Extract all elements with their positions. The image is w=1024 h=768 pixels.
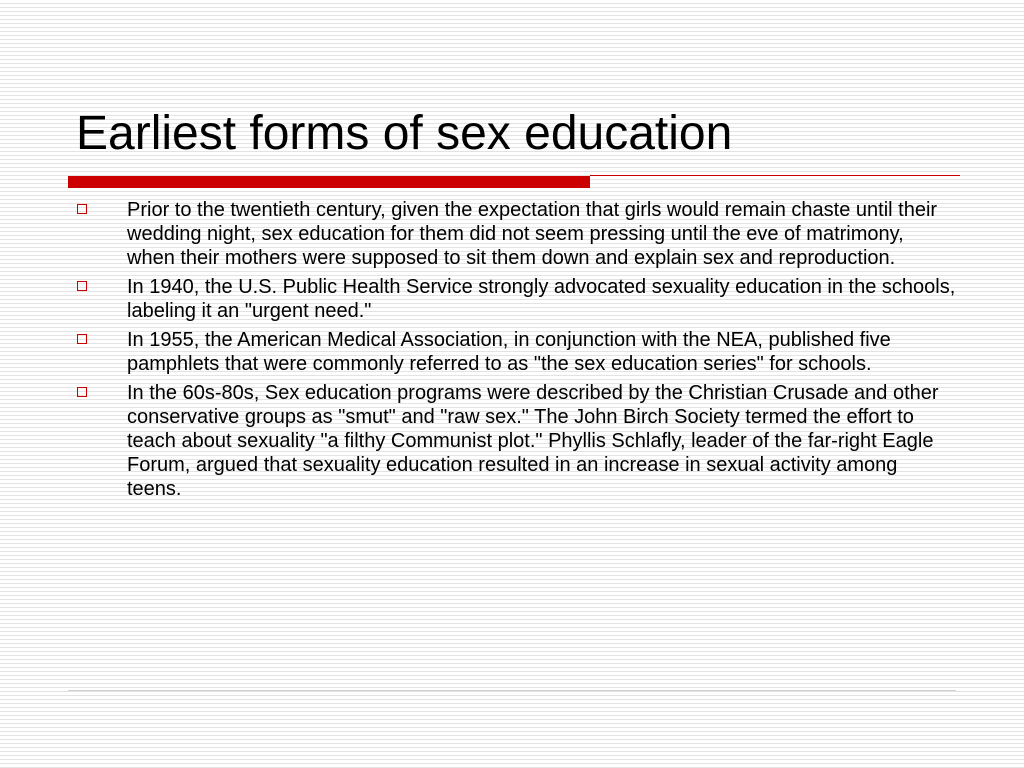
bullet-item xyxy=(76,198,956,270)
bullet-text: Prior to the twentieth century, given the expectation that girls would remain chaste until their wedding night, sex education for them did not seem pressing until the eve of matrimony, when their mothers were supposed to sit them down and explain sex and reproduction. xyxy=(127,199,938,269)
slide-title: Earliest forms of sex education xyxy=(76,107,733,160)
hollow-square-bullet-icon xyxy=(77,334,87,344)
hollow-square-bullet-icon xyxy=(77,281,87,291)
hollow-square-bullet-icon xyxy=(77,204,87,214)
title-underline-accent xyxy=(68,176,590,188)
bullet-list xyxy=(76,198,956,506)
bullet-text: In the 60s-80s, Sex education programs were described by the Christian Crusade and other conservative groups as "smut" and "raw sex." The John Birch Society termed the effort to teach about sexuality "a filthy Communist plot." Phyllis Schlafly, leader of the far-right Eagle Forum, argued that sexuality education resulted in an increase in sexual activity among teens. xyxy=(127,382,939,500)
bullet-item xyxy=(76,381,956,501)
bullet-item xyxy=(76,275,956,323)
hollow-square-bullet-icon xyxy=(77,387,87,397)
title-underline-thin xyxy=(590,175,960,176)
bullet-text: In 1955, the American Medical Association, in conjunction with the NEA, published five pamphlets that were commonly referred to as "the sex education series" for schools. xyxy=(127,329,891,375)
footer-divider xyxy=(68,690,956,691)
bullet-item xyxy=(76,328,956,376)
bullet-text: In 1940, the U.S. Public Health Service strongly advocated sexuality education in the schools, labeling it an "urgent need." xyxy=(127,276,956,322)
